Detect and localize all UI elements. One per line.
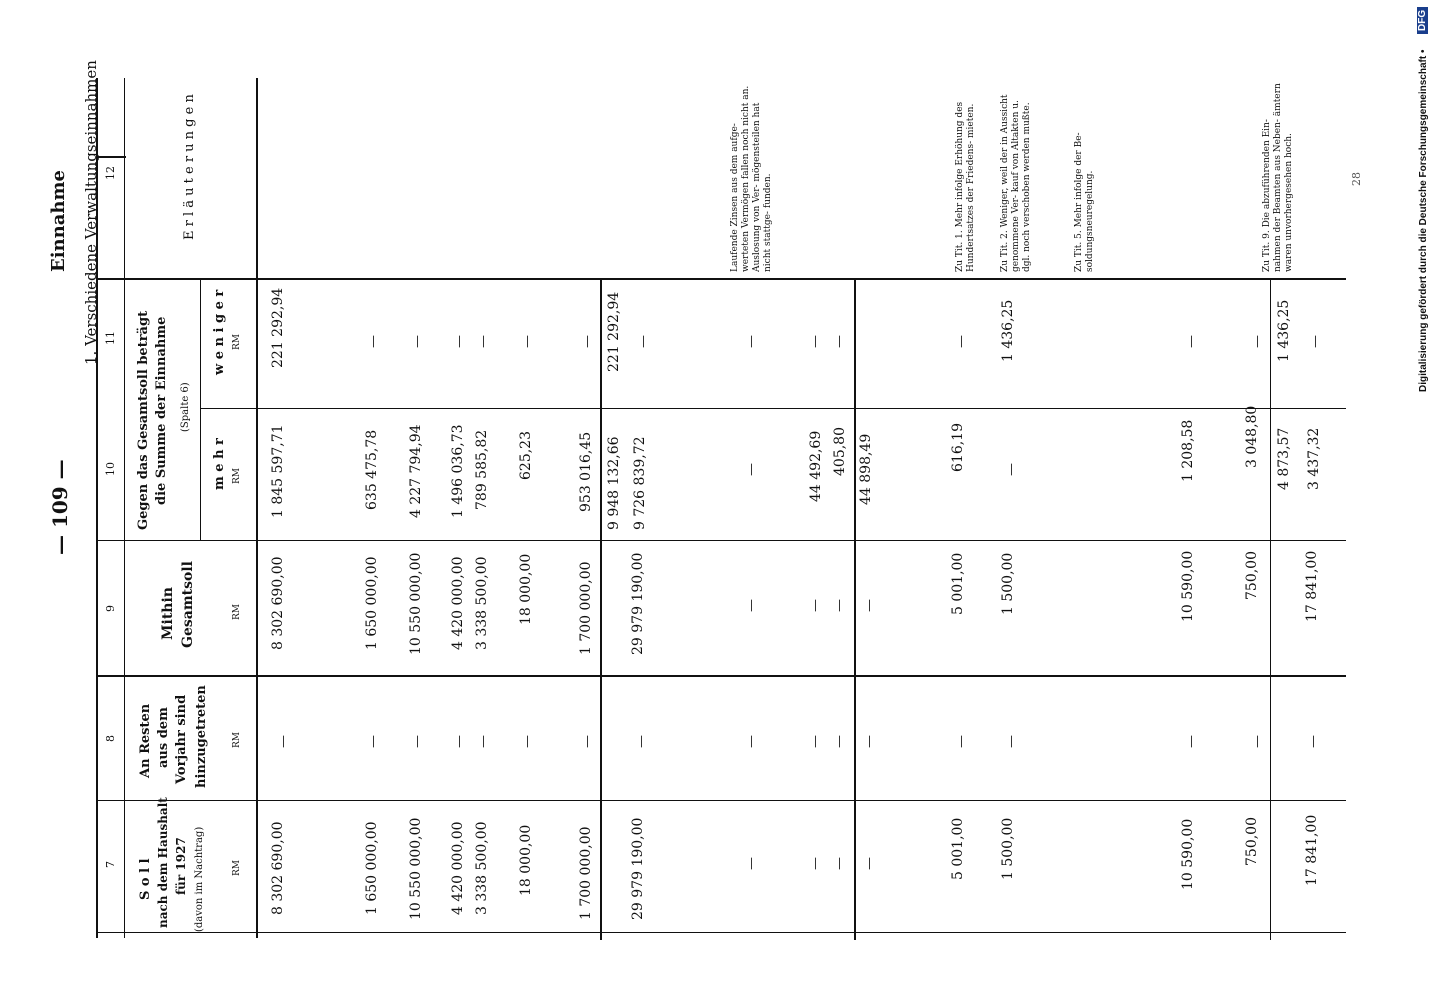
b-weniger-3: — [832,335,847,348]
section-b-end-rule [854,280,856,940]
section-c-total-rule [1270,280,1271,940]
a-soll-2: 1 650 000,00 [364,821,380,915]
note-tit-5: Zu Tit. 5. Mehr infolge der Be- soldungsneuregelung. [1074,132,1095,272]
table-top-rule [96,156,126,158]
c-head-mehr: 44 898,49 [858,433,874,505]
c-gesamt-2: 5 001,00 [950,552,966,615]
a-mehr-7: 953 016,45 [578,431,594,512]
col8-title2: aus dem [156,707,171,768]
col8-unit: RM [232,732,242,748]
col7-title: S o l l [138,858,153,900]
c-reste-5: — [1250,735,1265,748]
b-mehr-1: — [744,463,759,476]
b-gesamt-2: — [808,599,823,612]
a-mehr-1: 1 845 597,71 [270,424,286,518]
col7-unit: RM [232,860,242,876]
c-soll-4: 10 590,00 [1180,818,1196,890]
b-weniger-2: — [808,335,823,348]
page-number: — 109 — [48,459,72,555]
sub-header-rule [200,278,201,540]
rule-11-12 [96,278,1346,280]
rule-9-10 [96,540,1346,541]
a-mehr-6: 625,23 [518,431,534,480]
c-mehr-2: — [1004,463,1019,476]
rule-10-11 [200,408,1346,409]
a-gesamt-2: 1 650 000,00 [364,556,380,650]
b-weniger-1: — [744,335,759,348]
table-left-rule [96,78,98,938]
page-subtitle: 1. Verschiedene Verwaltungseinnahmen [82,60,100,365]
b-soll-3: — [832,857,847,870]
col10-11-title3: (Spalte 6) [180,382,191,432]
c-reste-1: — [862,735,877,748]
dfg-logo: DFG [1417,7,1428,34]
a-reste-7: — [580,735,595,748]
a-gesamt-6: 18 000,00 [518,553,534,625]
a-reste-2: — [366,735,381,748]
c-soll-2: 5 001,00 [950,817,966,880]
a-soll-7: 1 700 000,00 [578,826,594,920]
c-net-mehr: 3 437,32 [1306,427,1322,490]
b-soll-2: — [808,857,823,870]
a-reste-1: — [276,735,291,748]
b-reste-2: — [808,735,823,748]
col10-11-title2: die Summe der Einnahme [154,316,169,505]
a-weniger-2: — [366,335,381,348]
rule-7-8-low [528,800,1346,801]
a-net-mehr: 9 726 839,72 [632,436,648,530]
col9-title: Mithin [160,587,176,640]
a-weniger-1: 221 292,94 [270,287,286,368]
col10-title: m e h r [212,438,227,490]
col9-title2: Gesamtsoll [180,561,196,648]
c-weniger-3: — [1184,335,1199,348]
c-weniger-1: — [954,335,969,348]
b-note: Laufende Zinsen aus dem aufge- werteten Vermögen fallen noch nicht an. Auslosung von Ver- mögensteilen hat nicht stattge- funden. [730,85,773,272]
c-mehr-1: 616,19 [950,423,966,472]
c-soll-5: 750,00 [1244,817,1260,866]
b-mehr-3: 405,80 [832,427,848,476]
col11-title: w e n i g e r [212,289,227,375]
col8-no: 8 [104,735,117,742]
c-soll-1: — [862,857,877,870]
a-soll-3: 10 550 000,00 [408,817,424,920]
c-reste-3: — [1004,735,1019,748]
col11-no: 11 [104,331,117,345]
a-weniger-5: — [476,335,491,348]
page-mark: 28 [1350,172,1363,186]
col7-title2: nach dem Haushalt [156,797,170,928]
c-gesamt-5: 750,00 [1244,551,1260,600]
a-weniger-4: — [452,335,467,348]
b-reste-3: — [832,735,847,748]
col10-no: 10 [104,462,117,476]
a-reste-6: — [520,735,535,748]
c-total-weniger: 1 436,25 [1276,299,1292,362]
col12-no: 12 [104,166,117,180]
a-total-reste: — [634,735,649,748]
c-gesamt-3: 1 500,00 [1000,552,1016,615]
col8-title: An Resten [138,703,153,778]
a-total-weniger: 221 292,94 [606,291,622,372]
c-mehr-4: 3 048,80 [1244,405,1260,468]
col8-title4: hinzugetreten [194,685,209,788]
a-net-weniger: — [636,335,651,348]
a-mehr-3: 4 227 794,94 [408,424,424,518]
a-reste-5: — [476,735,491,748]
note-tit-1: Zu Tit. 1. Mehr infolge Erhöhung des Hundertsatzes der Friedens- mieten. [955,101,976,272]
c-net-weniger: — [1308,335,1323,348]
a-weniger-7: — [580,335,595,348]
header-bottom-rule [256,78,258,938]
col9-no: 9 [104,605,117,612]
col9-unit: RM [232,604,242,620]
a-reste-3: — [410,735,425,748]
a-soll-6: 18 000,00 [518,824,534,896]
a-total-soll: 29 979 190,00 [630,817,646,920]
c-mehr-3: 1 208,58 [1180,419,1196,482]
b-reste-1: — [744,735,759,748]
col11-unit: RM [232,334,242,350]
a-gesamt-7: 1 700 000,00 [578,561,594,655]
page-title: Einnahme [48,170,69,272]
col10-11-title: Gegen das Gesamtsoll beträgt [136,310,151,530]
a-gesamt-1: 8 302 690,00 [270,556,286,650]
c-total-soll: 17 841,00 [1304,814,1320,886]
a-total-gesamt: 29 979 190,00 [630,552,646,655]
note-tit-2: Zu Tit. 2. Weniger, weil der in Aussicht genommene Ver- kauf von Altakten u. dgl. noch verschoben werden mußte. [1000,94,1032,272]
section-a-end-rule [600,280,602,940]
col7-title4: (davon im Nachtrag) [194,826,205,932]
a-soll-5: 3 338 500,00 [474,821,490,915]
a-total-mehr: 9 948 132,66 [606,436,622,530]
b-gesamt-3: — [832,599,847,612]
col8-title3: Vorjahr sind [174,694,189,784]
c-gesamt-1: — [862,599,877,612]
c-total-mehr: 4 873,57 [1276,427,1292,490]
note-tit-9: Zu Tit. 9. Die abzuführenden Ein- nahmen der Beamten aus Neben- ämtern waren unvorhergesehen hoch. [1262,83,1294,272]
a-soll-4: 4 420 000,00 [450,821,466,915]
header-column-rule [96,932,1346,933]
colno-rule [124,78,125,938]
col7-no: 7 [104,861,117,868]
a-mehr-5: 789 585,82 [474,429,490,510]
a-gesamt-5: 3 338 500,00 [474,556,490,650]
dfg-side-note: Digitalisierung gefördert durch die Deutsche Forschungsgemeinschaft • [1418,49,1429,392]
rule-8-9 [96,675,1346,677]
c-weniger-4: — [1250,335,1265,348]
b-mehr-2: 44 492,69 [808,430,824,502]
a-reste-4: — [452,735,467,748]
a-mehr-2: 635 475,78 [364,429,380,510]
a-gesamt-4: 4 420 000,00 [450,556,466,650]
a-mehr-4: 1 496 036,73 [450,424,466,518]
c-gesamt-4: 10 590,00 [1180,550,1196,622]
c-weniger-2: 1 436,25 [1000,299,1016,362]
col12-title: E r l ä u t e r u n g e n [182,94,197,240]
c-total-reste: — [1306,735,1321,748]
b-gesamt-1: — [744,599,759,612]
c-total-gesamt: 17 841,00 [1304,550,1320,622]
c-soll-3: 1 500,00 [1000,817,1016,880]
a-weniger-6: — [520,335,535,348]
col7-title3: für 1927 [174,837,188,895]
b-soll-1: — [744,857,759,870]
a-soll-1: 8 302 690,00 [270,821,286,915]
col10-unit: RM [232,468,242,484]
a-weniger-3: — [410,335,425,348]
c-reste-4: — [1184,735,1199,748]
c-reste-2: — [954,735,969,748]
a-gesamt-3: 10 550 000,00 [408,552,424,655]
